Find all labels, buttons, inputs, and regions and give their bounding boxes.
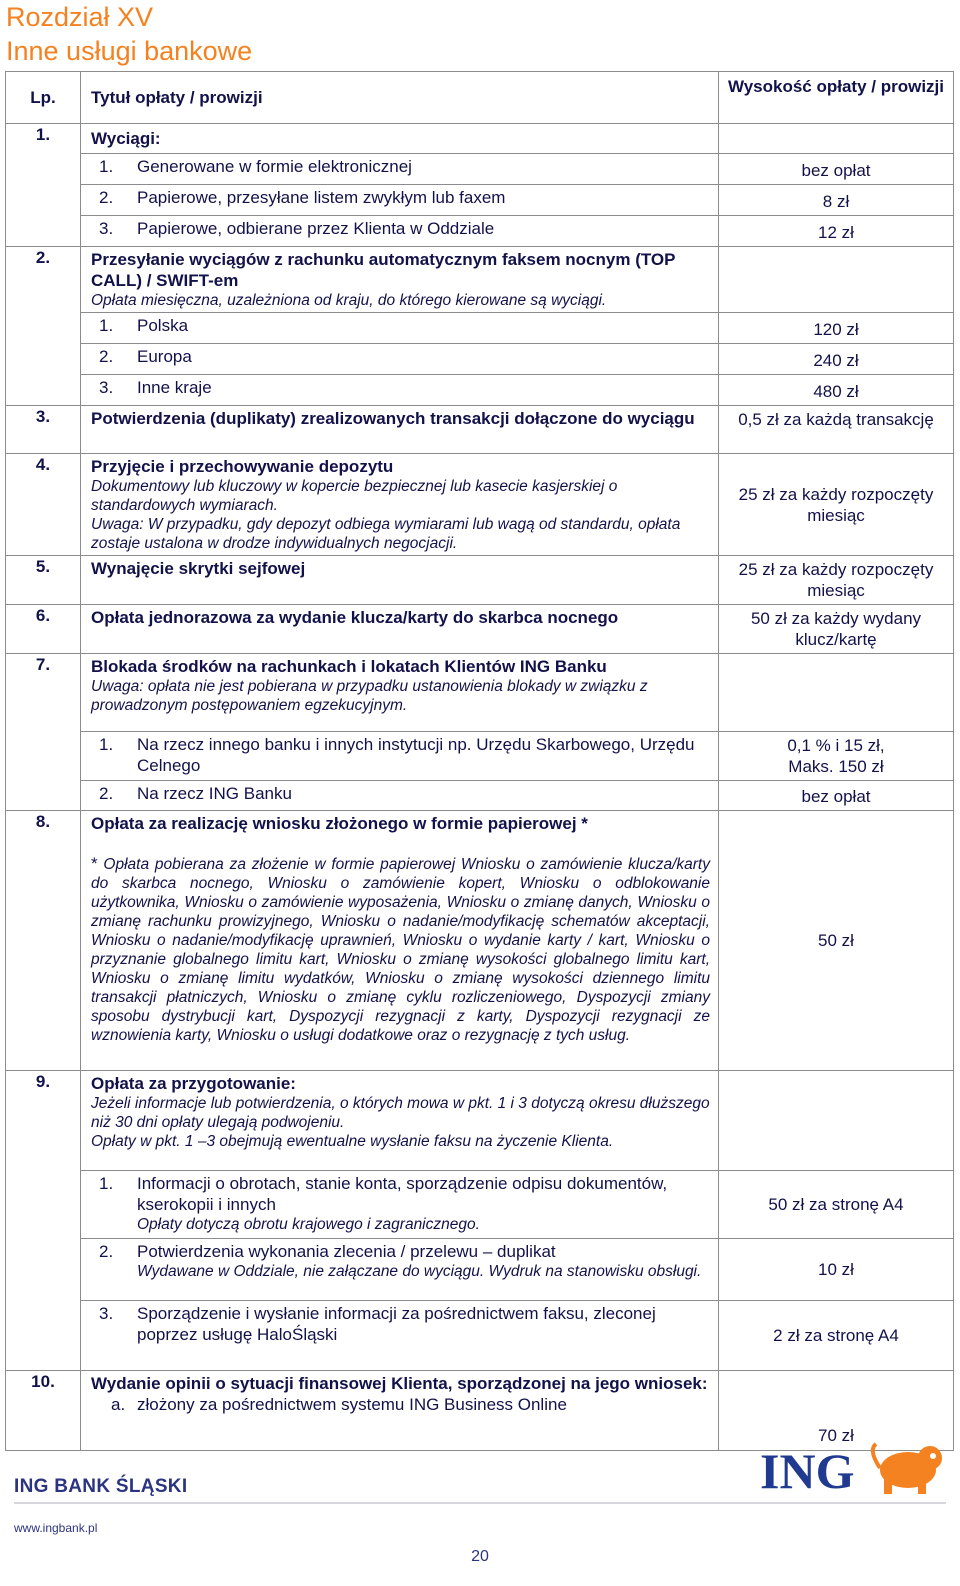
sub-item-text: Papierowe, odbierane przez Klienta w Oddziale [137, 219, 495, 238]
row-note: Uwaga: W przypadku, gdy depozyt odbiega wymiarami lub wagą od standardu, opłata zostaje ustalona w drodze indywidualnych negocjacji. [91, 516, 681, 552]
row-note: Opłaty w pkt. 1 –3 obejmują ewentualne wysłanie faksu na życzenie Klienta. [91, 1133, 614, 1150]
sub-item-text: Potwierdzenia wykonania zlecenia / przelewu – duplikat [137, 1242, 556, 1261]
table-row [6, 185, 954, 216]
sub-item [81, 1171, 719, 1239]
row-title-cell [81, 811, 719, 1071]
table-header [6, 72, 954, 124]
ing-logo [758, 1440, 946, 1496]
sub-item-number: 3. [99, 378, 114, 397]
row-title: Wydanie opinii o sytuacji finansowej Klienta, sporządzonej na jego wniosek: [91, 1374, 708, 1393]
sub-item-number: 1. [99, 735, 114, 754]
row-lp: 10. [6, 1371, 81, 1451]
amount-cell: 50 zł [719, 811, 954, 1071]
sub-item-text: Na rzecz ING Banku [137, 784, 292, 803]
row-lp: 4. [6, 454, 81, 556]
table-row [6, 811, 954, 1071]
table-row [6, 124, 954, 154]
sub-item-text: Europa [137, 347, 192, 366]
sub-item-number: 2. [99, 347, 114, 366]
row-title-cell [81, 1371, 719, 1451]
amount-cell [719, 654, 954, 732]
amount-cell: 25 zł za każdy rozpoczęty miesiąc [719, 454, 954, 556]
table-row [6, 1371, 954, 1451]
table-row [6, 1071, 954, 1171]
table-row [6, 247, 954, 313]
table-row [6, 1301, 954, 1371]
row-title: Przyjęcie i przechowywanie depozytu [91, 457, 394, 476]
sub-item [81, 216, 719, 247]
sub-item-text: złożony za pośrednictwem systemu ING Business Online [137, 1395, 567, 1414]
amount-cell: 12 zł [719, 216, 954, 247]
amount-cell [719, 732, 954, 781]
sub-item-text: Informacji o obrotach, stanie konta, sporządzenie odpisu dokumentów, kserokopii i innych [137, 1174, 668, 1214]
row-title: Blokada środków na rachunkach i lokatach Klientów ING Banku [91, 657, 607, 676]
row-title: Przesyłanie wyciągów z rachunku automatycznym faksem nocnym (TOP CALL) / SWIFT-em [91, 250, 676, 290]
asterisk: * [91, 854, 98, 873]
lion-icon [873, 1444, 942, 1494]
sub-item-text: Sporządzenie i wysłanie informacji za pośrednictwem faksu, zleconej poprzez usługę HaloŚląski [137, 1304, 656, 1344]
footer-divider [14, 1502, 946, 1504]
sub-item-number: 2. [99, 1242, 114, 1261]
header-amount: Wysokość opłaty / prowizji [719, 72, 954, 124]
header-title: Tytuł opłaty / prowizji [81, 72, 719, 124]
row-lp: 6. [6, 605, 81, 654]
table-row [6, 654, 954, 732]
table-row [6, 406, 954, 454]
table-row [6, 781, 954, 811]
table-row [6, 605, 954, 654]
sub-item [81, 344, 719, 375]
amount-cell: 8 zł [719, 185, 954, 216]
sub-item-text: Inne kraje [137, 378, 212, 397]
amount-cell: 480 zł [719, 375, 954, 406]
amount-line: Maks. 150 zł [788, 757, 884, 776]
row-note: Dokumentowy lub kluczowy w kopercie bezpiecznej lub kasecie kasjerskiej o standardowych wymiarach. [91, 478, 618, 514]
sub-item [81, 732, 719, 781]
row-lp: 8. [6, 811, 81, 1071]
sub-item-number: 1. [99, 316, 114, 335]
row-note-text: Opłata pobierana za złożenie w formie papierowej Wniosku o zamówienie klucza/karty do skarbca nocnego, Wniosku o zamówienie kopert, Wniosku o odblokowanie użytkownika, Wniosku o zamówienie wyposażenia, Wniosku o zmianę danych, Wniosku o zmianę rachunku prowizyjnego, Wniosku o nadanie/modyfikację schematów akceptacji, Wniosku o nadanie/modyfikację uprawnień, Wniosku o wydanie karty / kart, Wniosku o przyznanie globalnego limitu kart, Wniosku o zmianę wysokości globalnego limitu kart, Wniosku o zmianę limitu wydatków, Wniosku o zmianę wysokości dziennego limitu transakcji płatniczych, Wniosku o zmianę cyklu rozliczeniowego, Dyspozycji zmiany sposobu dystrybucji kart, Dyspozycji rezygnacji z karty, Dyspozycji rezygnacji ze wznowienia karty, Wniosku o usługi dodatkowe oraz o rezygnację z tych usług. [91, 856, 710, 1044]
table-row [6, 313, 954, 344]
amount-cell: 70 zł [719, 1371, 954, 1451]
sub-item-note: Wydawane w Oddziale, nie załączane do wyciągu. Wydruk na stanowisku obsługi. [137, 1263, 702, 1280]
row-title-cell [81, 654, 719, 732]
table-row [6, 454, 954, 556]
sub-item [81, 185, 719, 216]
row-note [91, 854, 710, 1045]
sub-item-number: 2. [99, 784, 114, 803]
sub-item [81, 154, 719, 185]
amount-cell: bez opłat [719, 781, 954, 811]
row-title-cell [81, 247, 719, 313]
sub-item-number: 3. [99, 1304, 114, 1323]
sub-item [81, 1301, 719, 1371]
row-title: Opłata za przygotowanie: [91, 1074, 296, 1093]
amount-cell: 50 zł za każdy wydany klucz/kartę [719, 605, 954, 654]
sub-item [111, 1394, 710, 1415]
table-row [6, 216, 954, 247]
sub-item-number: 1. [99, 1174, 114, 1193]
table-row [6, 375, 954, 406]
row-lp: 9. [6, 1071, 81, 1371]
row-note: Uwaga: opłata nie jest pobierana w przypadku ustanowienia blokady w związku z prowadzonym postępowaniem egzekucyjnym. [91, 678, 648, 714]
sub-item-number: 1. [99, 157, 114, 176]
amount-cell [719, 247, 954, 313]
amount-cell: 0,5 zł za każdą transakcję [719, 406, 954, 454]
page-heading [6, 0, 252, 68]
amount-cell: 10 zł [719, 1239, 954, 1301]
row-lp: 7. [6, 654, 81, 811]
sub-item-number: 2. [99, 188, 114, 207]
row-title: Opłata jednorazowa za wydanie klucza/karty do skarbca nocnego [81, 605, 719, 654]
table-row [6, 732, 954, 781]
table-row [6, 1171, 954, 1239]
row-note: Opłata miesięczna, uzależniona od kraju, do którego kierowane są wyciągi. [91, 292, 607, 309]
sub-item-note: Opłaty dotyczą obrotu krajowego i zagranicznego. [137, 1216, 480, 1233]
row-lp: 3. [6, 406, 81, 454]
row-lp: 5. [6, 556, 81, 605]
amount-cell [719, 1071, 954, 1171]
footer-url: www.ingbank.pl [14, 1521, 98, 1535]
amount-cell: 240 zł [719, 344, 954, 375]
amount-line: 0,1 % i 15 zł, [787, 736, 885, 755]
sub-item-text: Papierowe, przesyłane listem zwykłym lub faxem [137, 188, 506, 207]
amount-cell: bez opłat [719, 154, 954, 185]
table-row [6, 344, 954, 375]
footer-bank-name: ING BANK ŚLĄSKI [14, 1476, 188, 1497]
amount-cell [719, 124, 954, 154]
header-lp: Lp. [6, 72, 81, 124]
table-row [6, 1239, 954, 1301]
row-title-cell [81, 1071, 719, 1171]
table-row [6, 154, 954, 185]
chapter-title: Rozdział XV [6, 2, 154, 32]
sub-item [81, 1239, 719, 1301]
amount-cell: 50 zł za stronę A4 [719, 1171, 954, 1239]
sub-item-text: Polska [137, 316, 189, 335]
amount-cell: 2 zł za stronę A4 [719, 1301, 954, 1371]
row-title: Opłata za realizację wniosku złożonego w formie papierowej * [91, 814, 588, 833]
row-note: Jeżeli informacje lub potwierdzenia, o których mowa w pkt. 1 i 3 dotyczą okresu dłuższego niż 30 dni opłaty ulegają podwojeniu. [91, 1095, 710, 1131]
row-title: Wynajęcie skrytki sejfowej [81, 556, 719, 605]
sub-item-text: Na rzecz innego banku i innych instytucji np. Urzędu Skarbowego, Urzędu Celnego [137, 735, 695, 775]
page-number: 20 [471, 1548, 489, 1565]
row-title: Potwierdzenia (duplikaty) zrealizowanych transakcji dołączone do wyciągu [81, 406, 719, 454]
sub-item-number: a. [111, 1395, 126, 1414]
amount-cell: 120 zł [719, 313, 954, 344]
section-title: Inne usługi bankowe [6, 36, 253, 66]
fee-table [5, 71, 954, 1451]
sub-item [81, 313, 719, 344]
sub-item [81, 781, 719, 811]
amount-cell: 25 zł za każdy rozpoczęty miesiąc [719, 556, 954, 605]
row-title-cell [81, 454, 719, 556]
sub-item [81, 375, 719, 406]
sub-item-text: Generowane w formie elektronicznej [137, 157, 412, 176]
row-title: Wyciągi: [81, 124, 719, 154]
logo-text: ING [760, 1443, 855, 1496]
table-row [6, 556, 954, 605]
row-lp: 1. [6, 124, 81, 247]
sub-item-number: 3. [99, 219, 114, 238]
row-lp: 2. [6, 247, 81, 406]
